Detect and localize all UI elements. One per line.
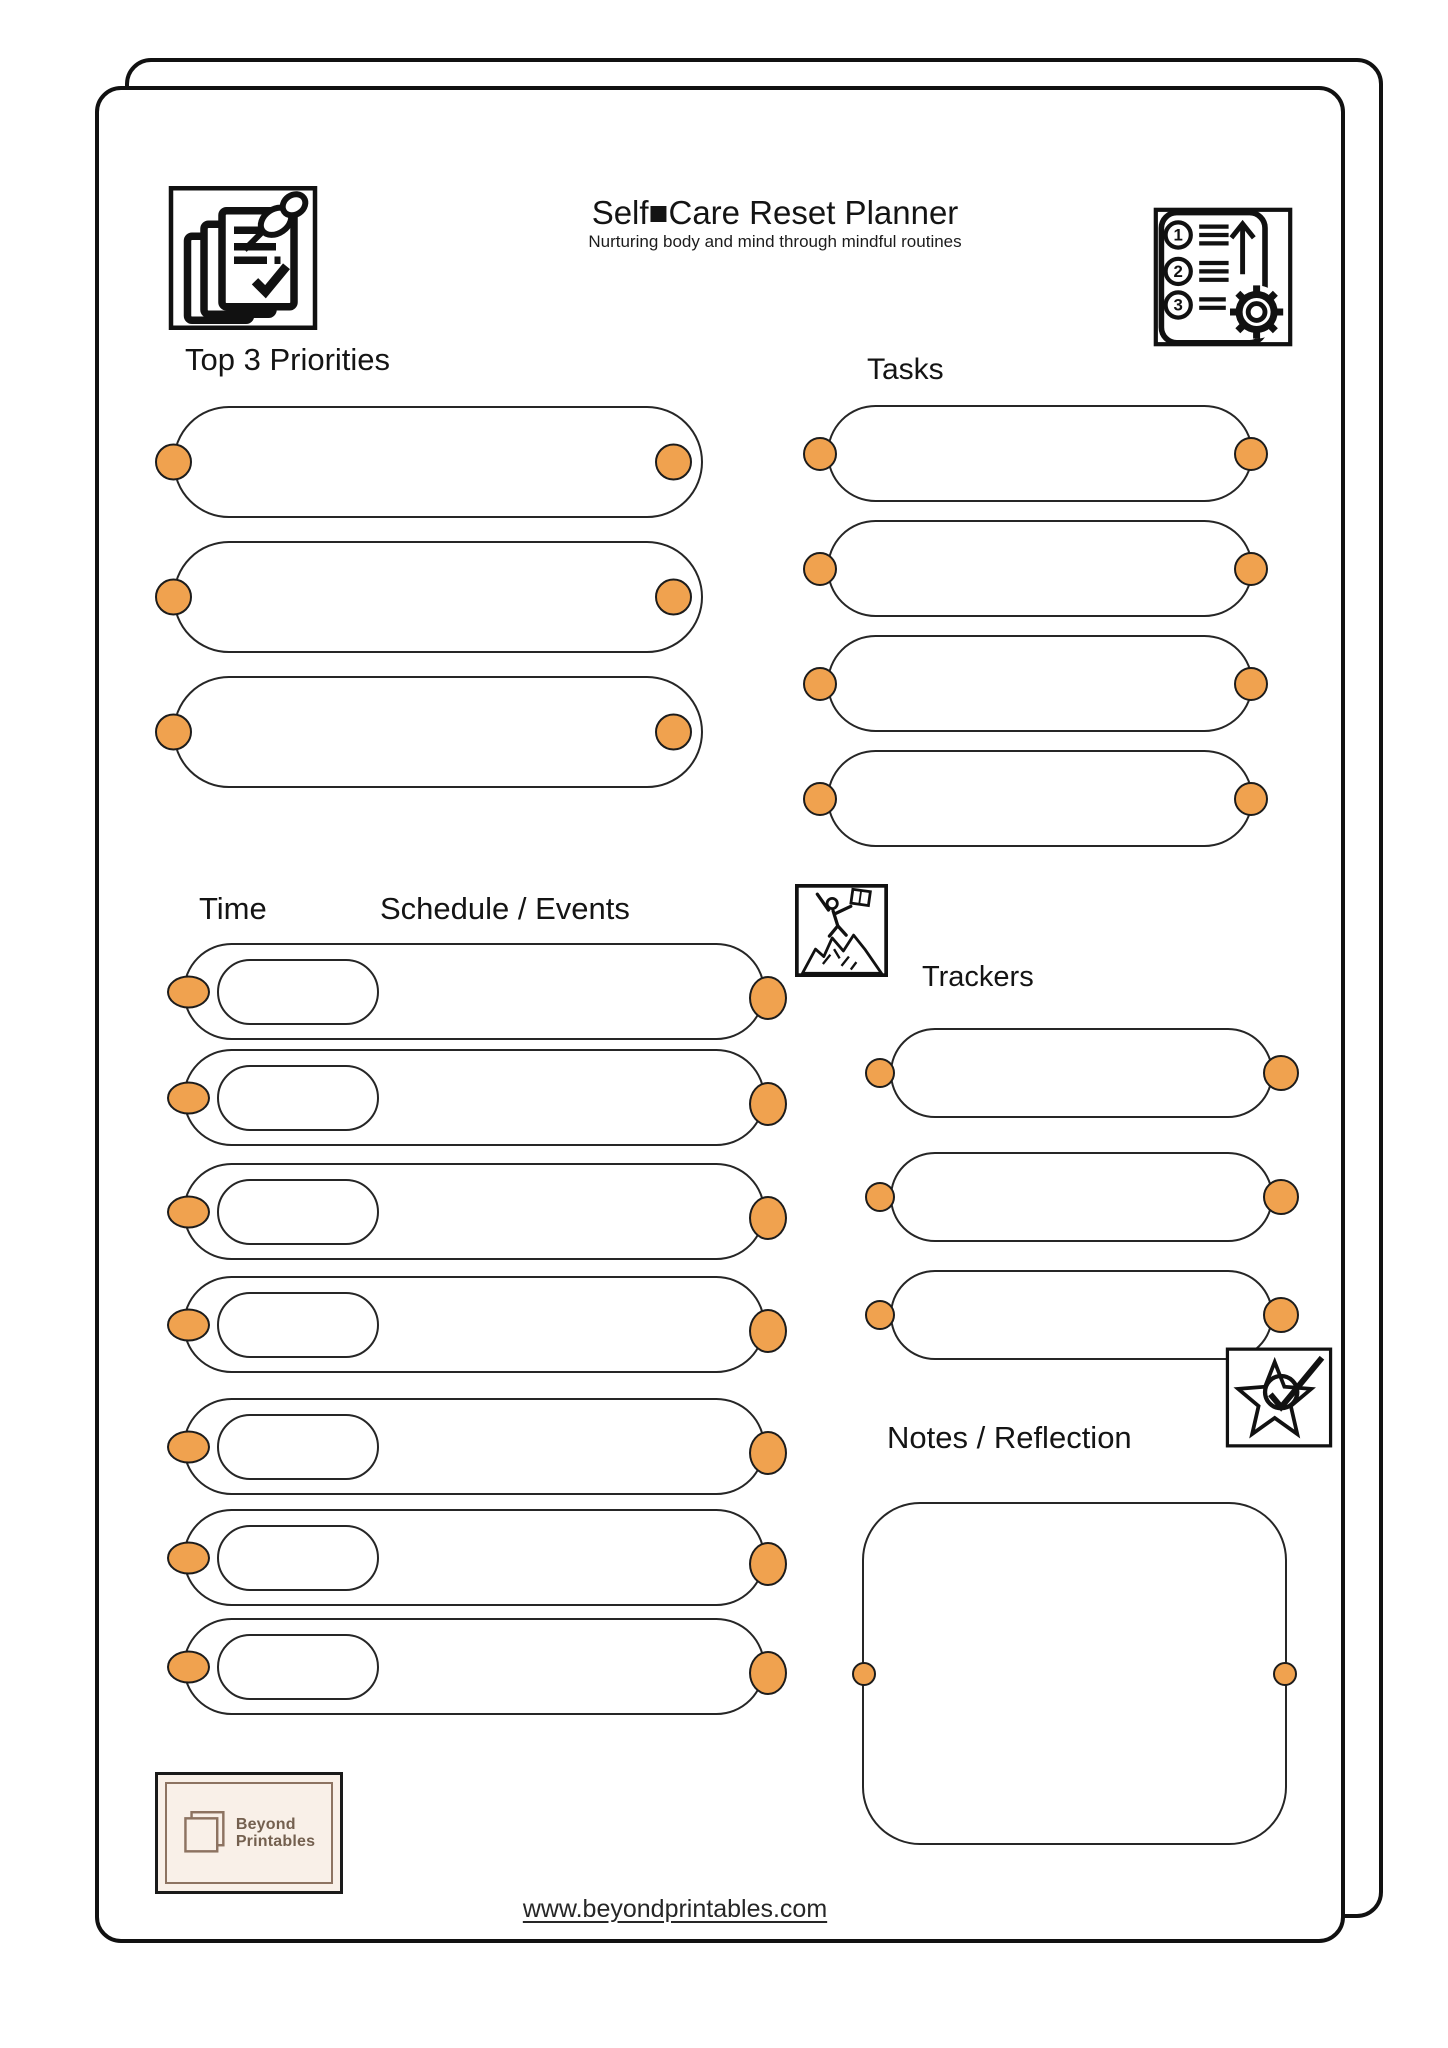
binding-dot xyxy=(167,1308,210,1341)
time-field[interactable] xyxy=(217,959,379,1025)
svg-text:2: 2 xyxy=(1173,262,1183,281)
logo-text xyxy=(236,1816,315,1850)
page-title: Self■Care Reset Planner xyxy=(591,194,959,231)
notes-heading: Notes / Reflection xyxy=(887,1420,1132,1455)
time-field[interactable] xyxy=(217,1179,379,1245)
schedule-row[interactable] xyxy=(183,943,765,1040)
binding-dot xyxy=(1234,782,1268,816)
binding-dot xyxy=(655,714,692,751)
mountain-climber-flag-icon xyxy=(795,883,888,978)
time-field[interactable] xyxy=(217,1065,379,1131)
binding-dot xyxy=(865,1182,895,1212)
binding-dot xyxy=(1263,1297,1299,1333)
tasks-heading: Tasks xyxy=(867,353,944,386)
schedule-events-heading: Schedule / Events xyxy=(380,891,630,926)
tracker-field[interactable] xyxy=(890,1028,1273,1118)
time-field[interactable] xyxy=(217,1634,379,1700)
notes-field[interactable] xyxy=(862,1502,1287,1845)
binding-dot xyxy=(1263,1055,1299,1091)
star-checkmark-icon xyxy=(1225,1347,1333,1448)
priorities-heading: Top 3 Priorities xyxy=(185,342,391,377)
numbered-list-gear-icon xyxy=(1153,207,1293,347)
task-field[interactable] xyxy=(827,635,1253,732)
binding-dot xyxy=(155,444,192,481)
binding-dot xyxy=(155,714,192,751)
binding-dot xyxy=(865,1300,895,1330)
binding-dot xyxy=(167,1195,210,1228)
binding-dot xyxy=(803,552,837,586)
binding-dot xyxy=(852,1662,876,1686)
binding-dot xyxy=(1234,552,1268,586)
binding-dot xyxy=(749,1542,787,1586)
schedule-row[interactable] xyxy=(183,1509,765,1606)
task-field[interactable] xyxy=(827,750,1253,847)
binding-dot xyxy=(749,976,787,1020)
binding-dot xyxy=(655,579,692,616)
binding-dot xyxy=(803,667,837,701)
task-field[interactable] xyxy=(827,405,1253,502)
priority-field[interactable] xyxy=(173,541,703,653)
logo-frame xyxy=(165,1782,333,1884)
binding-dot xyxy=(749,1082,787,1126)
tracker-field[interactable] xyxy=(890,1152,1273,1242)
notes-pushpin-icon xyxy=(168,185,318,331)
beyond-printables-logo xyxy=(155,1772,343,1894)
binding-dot xyxy=(865,1058,895,1088)
footer xyxy=(475,1895,875,1924)
schedule-row[interactable] xyxy=(183,1618,765,1715)
time-field[interactable] xyxy=(217,1525,379,1591)
binding-dot xyxy=(749,1431,787,1475)
priority-field[interactable] xyxy=(173,676,703,788)
logo-line2: Printables xyxy=(235,1833,316,1850)
binding-dot xyxy=(167,1430,210,1463)
task-field[interactable] xyxy=(827,520,1253,617)
binding-dot xyxy=(655,444,692,481)
schedule-row[interactable] xyxy=(183,1049,765,1146)
time-field[interactable] xyxy=(217,1414,379,1480)
binding-dot xyxy=(803,782,837,816)
schedule-row[interactable] xyxy=(183,1276,765,1373)
binding-dot xyxy=(803,437,837,471)
svg-text:1: 1 xyxy=(1173,225,1183,245)
priority-field[interactable] xyxy=(173,406,703,518)
tracker-field[interactable] xyxy=(890,1270,1273,1360)
footer-url-link[interactable]: www.beyondprintables.com xyxy=(522,1895,828,1923)
binding-dot xyxy=(749,1309,787,1353)
binding-dot xyxy=(167,975,210,1008)
schedule-row[interactable] xyxy=(183,1163,765,1260)
svg-text:3: 3 xyxy=(1173,295,1183,315)
binding-dot xyxy=(167,1650,210,1683)
stacked-pages-icon xyxy=(183,1811,227,1855)
logo-line1: Beyond xyxy=(235,1816,296,1833)
binding-dot xyxy=(167,1541,210,1574)
binding-dot xyxy=(155,579,192,616)
header-title-block xyxy=(555,194,995,252)
binding-dot xyxy=(749,1196,787,1240)
binding-dot xyxy=(1234,437,1268,471)
time-heading: Time xyxy=(199,891,267,926)
binding-dot xyxy=(749,1651,787,1695)
binding-dot xyxy=(1263,1179,1299,1215)
binding-dot xyxy=(1273,1662,1297,1686)
schedule-row[interactable] xyxy=(183,1398,765,1495)
page-subtitle: Nurturing body and mind through mindful routines xyxy=(588,232,962,251)
binding-dot xyxy=(167,1081,210,1114)
binding-dot xyxy=(1234,667,1268,701)
trackers-heading: Trackers xyxy=(922,961,1034,993)
time-field[interactable] xyxy=(217,1292,379,1358)
